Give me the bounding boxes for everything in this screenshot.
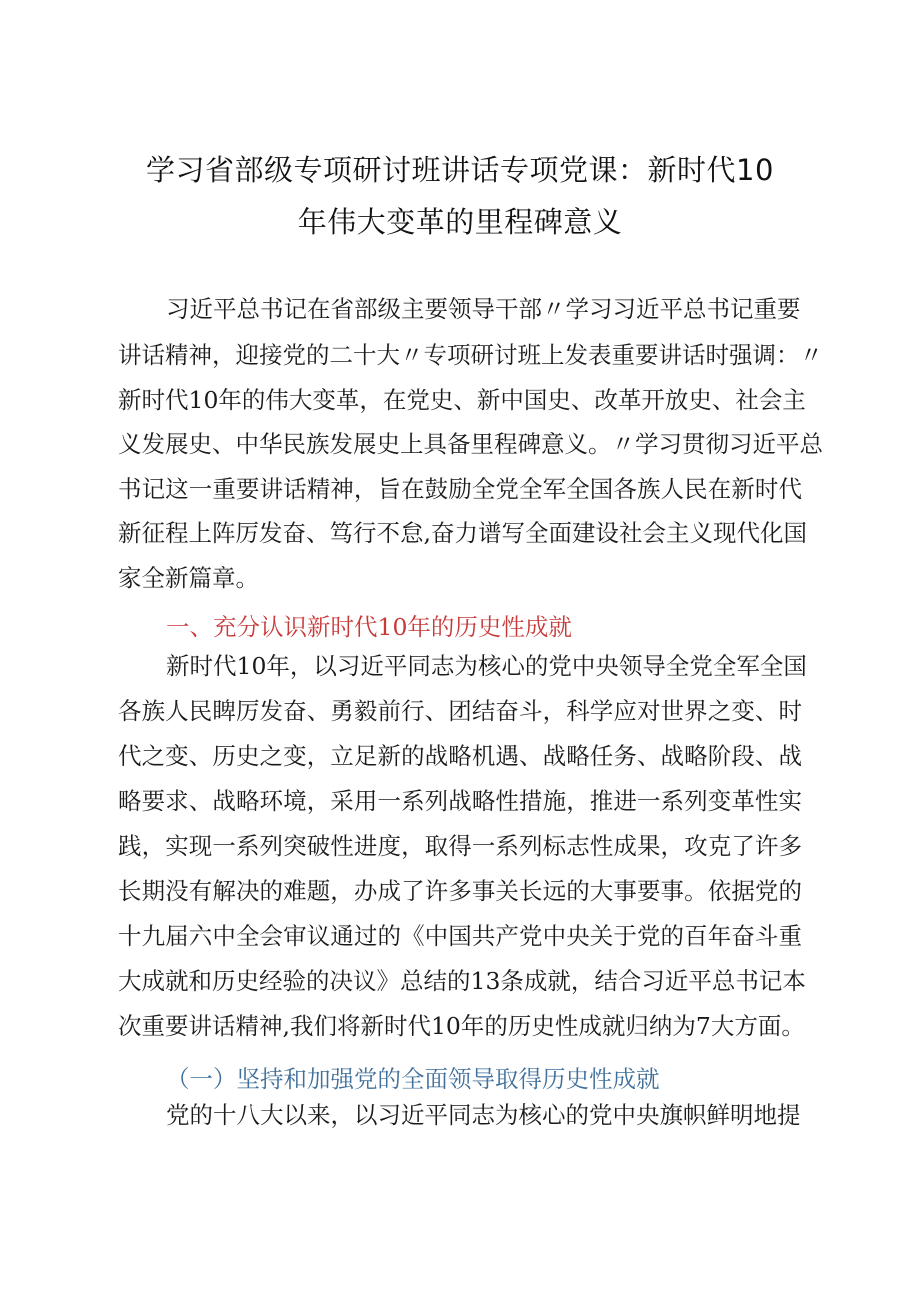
paragraph-2-line: 略要求、战略环境，采用一系列战略性措施，推进一系列变革性实 xyxy=(118,787,802,815)
paragraph-3-line: 党的十八大以来，以习近平同志为核心的党中央旗帜鲜明地提 xyxy=(166,1101,801,1129)
paragraph-1-line: 新征程上阵厉发奋、笃行不怠,奋力谱写全面建设社会主义现代化国 xyxy=(118,519,807,547)
paragraph-1-line: 习近平总书记在省部级主要领导干部〃学习习近平总书记重要 xyxy=(166,295,801,323)
document-title-line-1: 学习省部级专项研讨班讲话专项党课：新时代10 xyxy=(146,153,774,187)
paragraph-2-line: 新时代10年，以习近平同志为核心的党中央领导全党全军全国 xyxy=(166,652,807,680)
paragraph-2-line: 代之变、历史之变，立足新的战略机遇、战略任务、战略阶段、战 xyxy=(118,742,802,770)
paragraph-2-line: 长期没有解决的难题，办成了许多事关长远的大事要事。依据党的 xyxy=(118,877,802,905)
paragraph-2-line: 次重要讲话精神,我们将新时代10年的历史性成就归纳为7大方面。 xyxy=(118,1012,805,1040)
paragraph-2-line: 大成就和历史经验的决议》总结的13条成就，结合习近平总书记本 xyxy=(118,967,806,995)
paragraph-2-line: 践，实现一系列突破性进度，取得一系列标志性成果，攻克了许多 xyxy=(118,832,802,860)
document-title-line-2: 年伟大变革的里程碑意义 xyxy=(297,205,623,239)
paragraph-1-line: 家全新篇章。 xyxy=(118,564,259,592)
paragraph-2-line: 各族人民睥厉发奋、勇毅前行、团结奋斗，科学应对世界之变、时 xyxy=(118,697,802,725)
section-heading-2: （一）坚持和加强党的全面领导取得历史性成就 xyxy=(166,1065,660,1093)
section-heading-1: 一、充分认识新时代10年的历史性成就 xyxy=(166,613,572,641)
paragraph-1-line: 义发展史、中华民族发展史上具备里程碑意义。〃学习贯彻习近平总 xyxy=(118,430,823,458)
paragraph-2-line: 十九届六中全会审议通过的《中国共产党中央关于党的百年奋斗重 xyxy=(118,922,802,950)
paragraph-1-line: 讲话精神，迎接党的二十大〃专项研讨班上发表重要讲话时强调：〃 xyxy=(118,341,823,369)
paragraph-1-line: 书记这一重要讲话精神，旨在鼓励全党全军全国各族人民在新时代 xyxy=(118,475,802,503)
paragraph-1-line: 新时代10年的伟大变革，在党史、新中国史、改革开放史、社会主 xyxy=(118,386,806,414)
